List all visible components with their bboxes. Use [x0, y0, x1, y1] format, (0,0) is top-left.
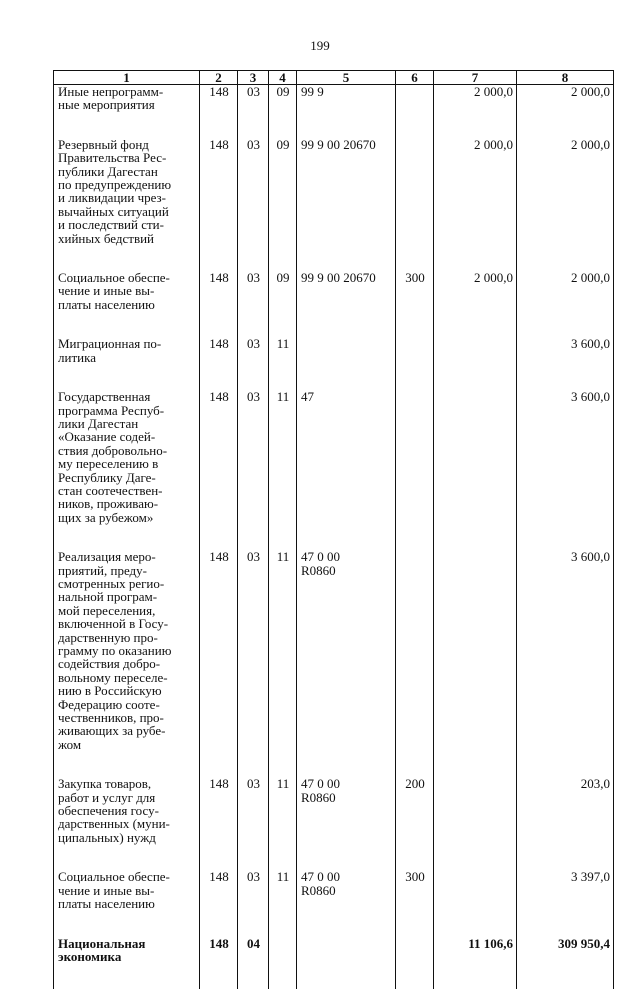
table-row — [54, 85, 614, 138]
cell-amount-7 — [434, 777, 517, 870]
cell-amount-7 — [434, 337, 517, 390]
table-row — [54, 390, 614, 550]
cell-code-4: 09 — [269, 271, 297, 337]
table-row — [54, 271, 614, 337]
cell-amount-7 — [434, 550, 517, 777]
cell-code-6 — [396, 138, 434, 271]
cell-code-2: 148 — [200, 271, 238, 337]
cell-code-4: 11 — [269, 337, 297, 390]
header-row — [54, 71, 614, 85]
cell-amount-7: 2 000,0 — [434, 271, 517, 337]
item-name: Резервный фонд Правительства Рес- публики Дагестан по предупреждению и ликвидации чрез- вычайных ситуаций и последствий сти- хийных бедствий — [54, 138, 200, 271]
item-name: Национальная экономика — [54, 937, 200, 989]
cell-code-5: 99 9 00 20670 — [297, 138, 396, 271]
cell-code-5 — [297, 937, 396, 989]
cell-code-6 — [396, 337, 434, 390]
cell-code-3: 03 — [238, 138, 269, 271]
column-header-8: 8 — [517, 71, 614, 85]
cell-code-4 — [269, 937, 297, 989]
cell-amount-8: 3 600,0 — [517, 337, 614, 390]
cell-code-3: 03 — [238, 85, 269, 138]
cell-code-2: 148 — [200, 337, 238, 390]
cell-amount-7 — [434, 870, 517, 936]
item-name: Социальное обеспе- чение и иные вы- платы населению — [54, 870, 200, 936]
item-name: Иные непрограмм- ные мероприятия — [54, 85, 200, 138]
table-row — [54, 337, 614, 390]
column-header-6: 6 — [396, 71, 434, 85]
cell-code-2: 148 — [200, 550, 238, 777]
budget-table — [53, 70, 614, 989]
cell-code-4: 11 — [269, 777, 297, 870]
table-row — [54, 777, 614, 870]
cell-code-4: 09 — [269, 85, 297, 138]
cell-code-6 — [396, 390, 434, 550]
item-name: Социальное обеспе- чение и иные вы- платы населению — [54, 271, 200, 337]
cell-amount-8: 3 600,0 — [517, 390, 614, 550]
cell-amount-8: 2 000,0 — [517, 271, 614, 337]
cell-code-5 — [297, 337, 396, 390]
cell-amount-8: 203,0 — [517, 777, 614, 870]
cell-code-6: 300 — [396, 870, 434, 936]
cell-code-6 — [396, 85, 434, 138]
page-number: 199 — [0, 38, 640, 54]
cell-code-2: 148 — [200, 85, 238, 138]
cell-code-3: 03 — [238, 271, 269, 337]
column-header-1: 1 — [54, 71, 200, 85]
table-row — [54, 870, 614, 936]
cell-code-6: 200 — [396, 777, 434, 870]
cell-code-4: 11 — [269, 550, 297, 777]
cell-code-3: 03 — [238, 870, 269, 936]
cell-code-4: 11 — [269, 390, 297, 550]
cell-code-4: 09 — [269, 138, 297, 271]
item-name: Миграционная по- литика — [54, 337, 200, 390]
cell-code-3: 03 — [238, 390, 269, 550]
cell-amount-8: 2 000,0 — [517, 138, 614, 271]
cell-code-3: 03 — [238, 550, 269, 777]
column-header-5: 5 — [297, 71, 396, 85]
cell-code-2: 148 — [200, 777, 238, 870]
cell-code-5: 99 9 00 20670 — [297, 271, 396, 337]
cell-code-3: 03 — [238, 337, 269, 390]
column-header-2: 2 — [200, 71, 238, 85]
cell-code-5: 47 0 00 R0860 — [297, 870, 396, 936]
cell-amount-7: 2 000,0 — [434, 138, 517, 271]
cell-amount-8: 3 397,0 — [517, 870, 614, 936]
cell-code-2: 148 — [200, 138, 238, 271]
cell-code-3: 04 — [238, 937, 269, 989]
cell-code-2: 148 — [200, 390, 238, 550]
cell-amount-8: 2 000,0 — [517, 85, 614, 138]
item-name: Закупка товаров, работ и услуг для обеспечения госу- дарственных (муни- ципальных) нужд — [54, 777, 200, 870]
cell-code-4: 11 — [269, 870, 297, 936]
table-body — [54, 85, 614, 989]
item-name: Реализация меро- приятий, преду- смотренных регио- нальной програм- мой переселения, включенной в Госу- дарственную про- грамму по оказанию содействия добро- вольному переселе- нию в Российскую Федерацию сооте- чественников, про- живающих за рубе- жом — [54, 550, 200, 777]
cell-code-6 — [396, 550, 434, 777]
table-row — [54, 138, 614, 271]
cell-code-6 — [396, 937, 434, 989]
column-header-4: 4 — [269, 71, 297, 85]
cell-amount-7: 11 106,6 — [434, 937, 517, 989]
table-row — [54, 550, 614, 777]
cell-code-2: 148 — [200, 937, 238, 989]
table-row — [54, 937, 614, 989]
cell-code-6: 300 — [396, 271, 434, 337]
item-name: Государственная программа Респуб- лики Дагестан «Оказание содей- ствия добровольно- му переселению в Республику Даге- стан соотечествен- ников, проживаю- щих за рубежом» — [54, 390, 200, 550]
cell-amount-7: 2 000,0 — [434, 85, 517, 138]
cell-code-5: 47 0 00 R0860 — [297, 777, 396, 870]
cell-code-3: 03 — [238, 777, 269, 870]
cell-code-2: 148 — [200, 870, 238, 936]
column-header-7: 7 — [434, 71, 517, 85]
cell-code-5: 99 9 — [297, 85, 396, 138]
column-header-3: 3 — [238, 71, 269, 85]
cell-amount-7 — [434, 390, 517, 550]
cell-amount-8: 3 600,0 — [517, 550, 614, 777]
cell-code-5: 47 — [297, 390, 396, 550]
cell-amount-8: 309 950,4 — [517, 937, 614, 989]
cell-code-5: 47 0 00 R0860 — [297, 550, 396, 777]
